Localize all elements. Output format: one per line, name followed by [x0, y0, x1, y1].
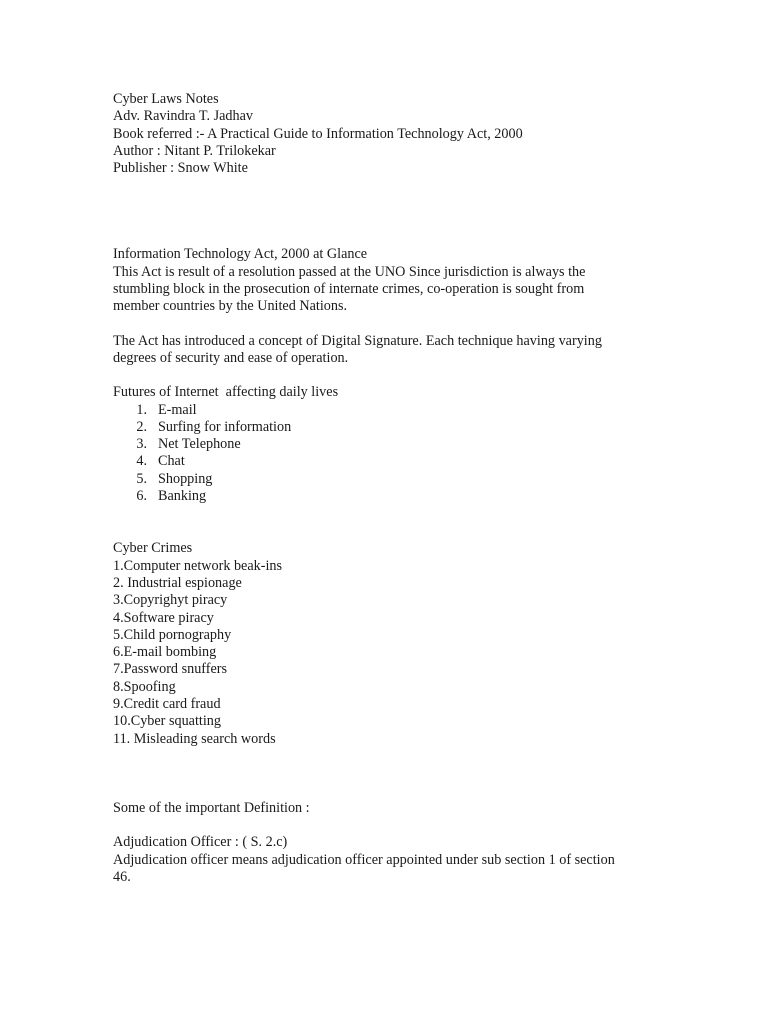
- list-number: 4.: [136, 453, 147, 470]
- list-number: 2.: [136, 418, 147, 435]
- spacer: [113, 367, 653, 384]
- definition-text: Adjudication officer means adjudication officer appointed under sub section 1 of section: [113, 851, 615, 868]
- list-text: Surfing for information: [158, 418, 292, 435]
- list-item: [113, 488, 653, 505]
- list-item: 3.Copyrighyt piracy: [113, 592, 228, 609]
- list-text: Shopping: [158, 470, 213, 487]
- paragraph-line: member countries by the United Nations.: [113, 298, 348, 315]
- spacer: [113, 505, 653, 540]
- list-item: 7.Password snuffers: [113, 661, 228, 678]
- paragraph-line: degrees of security and ease of operation.: [113, 349, 349, 366]
- document-header: [113, 91, 653, 177]
- list-item: [113, 436, 653, 453]
- list-item: 1.Computer network beak-ins: [113, 557, 283, 574]
- book-author: Author : Nitant P. Trilokekar: [113, 142, 276, 159]
- paragraph-line: The Act has introduced a concept of Digital Signature. Each technique having varying: [113, 332, 602, 349]
- features-list: [113, 402, 653, 506]
- section-heading: Futures of Internet affecting daily lives: [113, 384, 339, 401]
- list-text: Net Telephone: [158, 436, 241, 453]
- list-number: 3.: [136, 436, 147, 453]
- list-item: [113, 471, 653, 488]
- list-item: 2. Industrial espionage: [113, 574, 242, 591]
- paragraph-line: This Act is result of a resolution passed at the UNO Since jurisdiction is always the: [113, 263, 586, 280]
- glance-section: [113, 246, 653, 367]
- list-text: E-mail: [158, 401, 197, 418]
- document-page: [113, 91, 653, 886]
- spacer: [113, 229, 653, 246]
- spacer: [113, 748, 653, 800]
- list-item: [113, 453, 653, 470]
- list-item: 9.Credit card fraud: [113, 696, 221, 713]
- list-number: 1.: [136, 401, 147, 418]
- list-text: Chat: [158, 453, 185, 470]
- list-number: 6.: [136, 488, 147, 505]
- crimes-section: [113, 540, 653, 748]
- list-item: 8.Spoofing: [113, 678, 176, 695]
- section-heading: Some of the important Definition :: [113, 799, 310, 816]
- list-item: 4.Software piracy: [113, 609, 214, 626]
- list-item: 10.Cyber squatting: [113, 713, 221, 730]
- spacer: [113, 316, 653, 333]
- list-item: 5.Child pornography: [113, 626, 232, 643]
- definitions-section: [113, 800, 653, 886]
- definition-term: Adjudication Officer : ( S. 2.c): [113, 834, 288, 851]
- list-number: 5.: [136, 470, 147, 487]
- section-heading: Cyber Crimes: [113, 540, 193, 557]
- list-text: Banking: [158, 488, 207, 505]
- list-item: [113, 402, 653, 419]
- publisher: Publisher : Snow White: [113, 160, 248, 177]
- spacer: [113, 817, 653, 834]
- list-item: [113, 419, 653, 436]
- spacer: [113, 177, 653, 229]
- doc-title: Cyber Laws Notes: [113, 91, 219, 107]
- futures-section: [113, 384, 653, 505]
- doc-author-line: Adv. Ravindra T. Jadhav: [113, 108, 254, 125]
- definition-text: 46.: [113, 868, 131, 885]
- paragraph-line: stumbling block in the prosecution of internate crimes, co-operation is sought from: [113, 281, 585, 298]
- list-item: 11. Misleading search words: [113, 730, 276, 747]
- list-item: 6.E-mail bombing: [113, 644, 217, 661]
- book-referred: Book referred :- A Practical Guide to Information Technology Act, 2000: [113, 125, 523, 142]
- section-heading: Information Technology Act, 2000 at Glance: [113, 246, 368, 263]
